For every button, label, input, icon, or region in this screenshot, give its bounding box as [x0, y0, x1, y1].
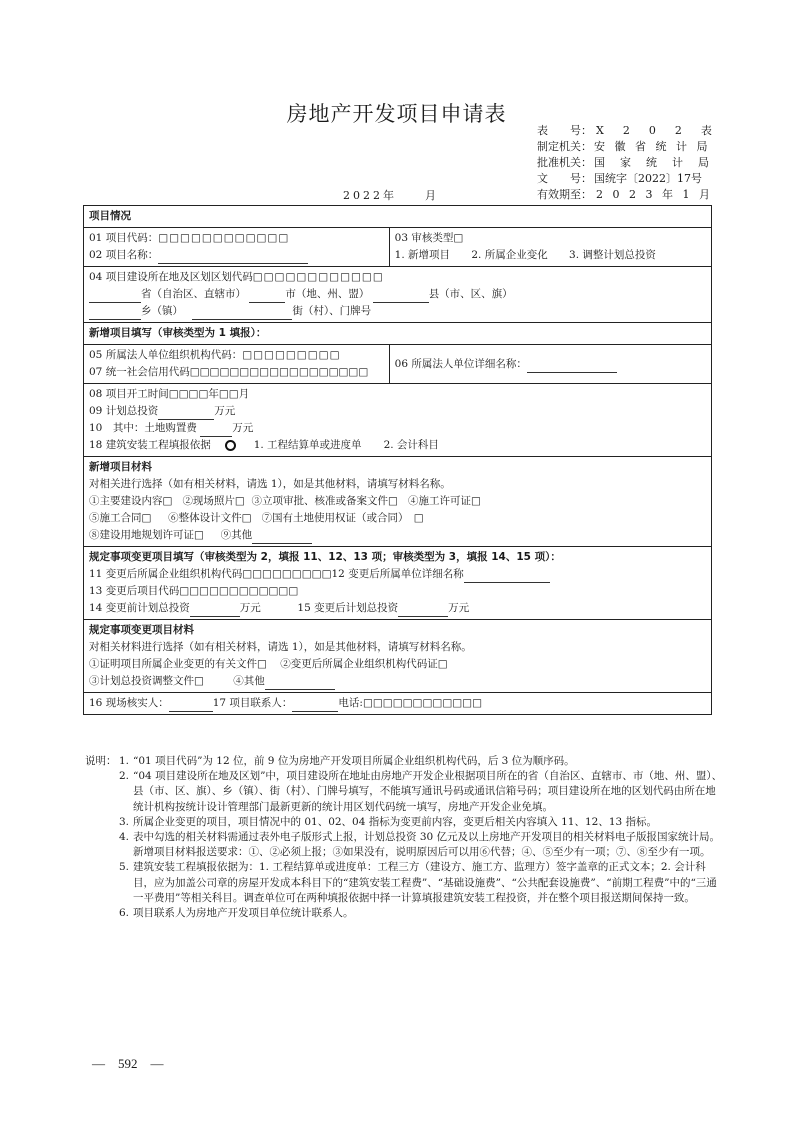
- investment-before-field[interactable]: [190, 604, 240, 617]
- city-field[interactable]: [249, 290, 285, 303]
- meta-value-issuer: 安 徽 省 统 计 局: [594, 140, 711, 153]
- page-number: — 592 —: [92, 1056, 164, 1071]
- location-code-boxes[interactable]: □□□□□□□□□□□□: [252, 271, 384, 283]
- label-new-project-code: 13 变更后项目代码: [89, 585, 180, 597]
- note-item: [85, 830, 725, 860]
- review-option-new[interactable]: 1. 新增项目: [394, 249, 450, 261]
- note-number: 3.: [119, 815, 130, 828]
- label-new-unit-name: 12 变更后所属单位详细名称: [331, 568, 464, 580]
- meta-value-valid-until: 2 0 2 3 年 1 月: [596, 188, 713, 201]
- new-materials-cell: [84, 457, 712, 547]
- label-street: 街（村）、门牌号: [292, 305, 372, 317]
- material-land-use-certificate[interactable]: ⑦国有土地使用权证（或合同） □: [261, 512, 424, 524]
- phone-boxes[interactable]: □□□□□□□□□□□□: [362, 697, 483, 709]
- note-number: 5.: [119, 861, 130, 874]
- label-project-code: 01 项目代码：: [89, 232, 159, 244]
- label-investment-after: 15 变更后计划总投资: [297, 602, 399, 614]
- material-other-field[interactable]: [252, 531, 312, 544]
- notes-label: 说明：: [85, 755, 117, 767]
- note-item: [85, 769, 725, 815]
- label-legal-entity-name: 06 所属法人单位详细名称：: [394, 357, 527, 370]
- label-township: 乡（镇）: [141, 305, 183, 317]
- review-option-adjust-investment[interactable]: 3. 调整计划总投资: [569, 249, 656, 261]
- investment-cell: [84, 384, 712, 457]
- section-heading-project-info: 项目情况: [84, 206, 712, 228]
- meta-key-valid-until: 有效期至：: [537, 188, 592, 201]
- label-city: 市（地、州、盟）: [285, 288, 370, 300]
- form-meta-block: [537, 123, 716, 203]
- label-credit-code: 07 统一社会信用代码: [89, 366, 190, 378]
- land-cost-field[interactable]: [200, 424, 232, 437]
- note-number: 1.: [119, 755, 130, 767]
- meta-value-approver: 国 家 统 计 局: [594, 156, 711, 169]
- note-text: 表中勾选的相关材料需通过表外电子版形式上报，计划总投资 30 亿元及以上房地产开发项目的相关材料电子版报国家统计局。新增项目材料报送要求：①、②必须上报；③如果没有，说明原因后可以用⑥代替；④、⑤至少有一项；⑦、⑧至少有一项。: [133, 831, 721, 859]
- note-number: 6.: [119, 907, 130, 920]
- review-option-company-change[interactable]: 2. 所属企业变化: [471, 249, 548, 261]
- review-type-cell: [389, 228, 711, 267]
- start-time-boxes[interactable]: □□□□年□□月: [168, 388, 250, 400]
- basis-option-settlement[interactable]: 1. 工程结算单或进度单: [253, 439, 362, 451]
- meta-value-doc-no: 国统字〔2022〕17号: [594, 172, 702, 185]
- planned-investment-field[interactable]: [158, 407, 214, 420]
- new-project-code-boxes[interactable]: □□□□□□□□□□□□: [179, 585, 299, 597]
- new-materials-instruction: 对相关进行选择（如有相关材料，请选 1），如是其他材料，请填写材料名称。: [89, 478, 451, 490]
- change-items-cell: [84, 547, 712, 620]
- unit-investment-before: 万元: [239, 602, 261, 614]
- material-site-photos[interactable]: ②现场照片□: [182, 495, 245, 507]
- label-province: 省（自治区、直辖市）: [141, 288, 246, 300]
- county-field[interactable]: [373, 290, 429, 303]
- unit-land-cost: 万元: [232, 422, 254, 434]
- township-field[interactable]: [89, 307, 141, 320]
- label-project-contact: 17 项目联系人：: [212, 697, 293, 709]
- label-org-code: 05 所属法人单位组织机构代码：: [89, 349, 243, 361]
- note-item: [85, 860, 725, 906]
- note-item: [85, 815, 725, 830]
- unit-investment-after: 万元: [448, 602, 470, 614]
- province-field[interactable]: [89, 290, 141, 303]
- new-org-code-boxes[interactable]: □□□□□□□□□: [242, 568, 332, 580]
- project-contact-field[interactable]: [292, 699, 338, 712]
- note-number: 4.: [119, 831, 130, 844]
- legal-entity-name-field[interactable]: [527, 360, 617, 373]
- label-site-verifier: 16 现场核实人：: [89, 697, 169, 709]
- project-name-field[interactable]: [158, 251, 308, 264]
- change-material-company-docs[interactable]: ①证明项目所属企业变更的有关文件□: [89, 658, 267, 670]
- contacts-cell: [84, 693, 712, 715]
- location-cell: [84, 267, 712, 323]
- change-material-other-label: ④其他: [233, 675, 265, 687]
- form-title: 房地产开发项目申请表: [286, 102, 507, 126]
- label-new-org-code: 11 变更后所属企业组织机构代码: [89, 568, 243, 580]
- street-field[interactable]: [192, 307, 292, 320]
- investment-after-field[interactable]: [398, 604, 448, 617]
- meta-key-doc-no: 文 号：: [537, 172, 592, 185]
- material-planning-permit[interactable]: ⑧建设用地规划许可证□: [89, 529, 204, 541]
- material-construction-contract[interactable]: ⑤施工合同□: [89, 512, 152, 524]
- change-material-investment-docs[interactable]: ③计划总投资调整文件□: [89, 675, 204, 687]
- project-code-boxes[interactable]: □□□□□□□□□□□□: [158, 232, 290, 244]
- label-start-time: 08 项目开工时间: [89, 388, 169, 400]
- section-heading-change-items: 规定事项变更项目填写（审核类型为 2，填报 11、12、13 项；审核类型为 3，填报 14、15 项）：: [89, 551, 561, 563]
- section-heading-change-materials: 规定事项变更项目材料: [89, 624, 194, 636]
- note-text: 建筑安装工程填报依据为：1. 工程结算单或进度单：工程三方（建设方、施工方、监理方）签字盖章的正式文本；2. 会计科目，应为加盖公司章的房屋开发成本科目下的“建筑安装工程费”、“基础设施费”、“公共配套设施费”、“前期工程费”中的“三通一平费用”等相关科目。调查单位可在两种填报依据中择一计算填报建筑安装工程投资，并在整个项目报送期间保持一致。: [133, 861, 717, 904]
- meta-key-approver: 批准机关：: [537, 156, 592, 169]
- org-code-cell: [84, 345, 390, 384]
- note-item: [85, 754, 725, 769]
- change-material-org-code-cert[interactable]: ②变更后所属企业组织机构代码证□: [280, 658, 448, 670]
- meta-key-form-no: 表 号：: [537, 124, 592, 137]
- change-materials-cell: [84, 620, 712, 693]
- label-land-cost: 10 其中：土地购置费: [89, 422, 201, 434]
- report-date: 2022年 月: [343, 189, 439, 202]
- change-materials-instruction: 对相关材料进行选择（如有相关材料，请选 1），如是其他材料，请填写材料名称。: [89, 641, 472, 653]
- section-heading-new-project: 新增项目填写（审核类型为 1 填报）：: [84, 323, 712, 345]
- label-review-type[interactable]: 03 审核类型□: [394, 232, 464, 244]
- note-text: 所属企业变更的项目，项目情况中的 01、02、04 指标为变更前内容，变更后相关内容填入 11、12、13 指标。: [133, 815, 658, 828]
- note-text: “01 项目代码”为 12 位，前 9 位为房地产开发项目所属企业组织机构代码，后 3 位为顺序码。: [133, 755, 575, 767]
- credit-code-boxes[interactable]: □□□□□□□□□□□□□□□□□□: [189, 366, 369, 378]
- note-text: 项目联系人为房地产开发项目单位统计联系人。: [133, 907, 354, 920]
- label-phone: 电话:: [338, 697, 363, 709]
- label-project-name: 02 项目名称：: [89, 249, 159, 261]
- change-material-other-field[interactable]: [265, 677, 335, 690]
- basis-option-accounting[interactable]: 2. 会计科目: [383, 439, 439, 451]
- site-verifier-field[interactable]: [169, 699, 213, 712]
- label-construction-basis: 18 建筑安装工程填报依据: [89, 439, 211, 451]
- note-item: [85, 906, 725, 921]
- material-other-label: ⑨其他: [220, 529, 253, 541]
- label-location-code: 04 项目建设所在地及区划区划代码: [89, 271, 253, 283]
- material-construction-permit[interactable]: ④施工许可证□: [407, 495, 481, 507]
- unit-planned-investment: 万元: [214, 405, 236, 417]
- section-heading-new-materials: 新增项目材料: [89, 461, 152, 473]
- project-code-cell: [84, 228, 390, 267]
- notes-section: [85, 754, 725, 921]
- label-county: 县（市、区、旗）: [428, 288, 513, 300]
- org-code-boxes[interactable]: □□□□□□□□□: [242, 349, 341, 361]
- legal-entity-name-cell: [389, 345, 711, 384]
- material-approval-docs[interactable]: ③立项审批、核准或备案文件□: [251, 495, 398, 507]
- application-form-table: [83, 205, 712, 715]
- material-main-content[interactable]: ①主要建设内容□: [89, 495, 173, 507]
- radio-selected-icon[interactable]: [225, 440, 236, 451]
- meta-value-form-no: X 2 0 2 表: [596, 124, 716, 137]
- label-planned-investment: 09 计划总投资: [89, 405, 159, 417]
- new-unit-name-field[interactable]: [464, 570, 550, 583]
- label-investment-before: 14 变更前计划总投资: [89, 602, 190, 614]
- note-number: 2.: [119, 770, 130, 783]
- material-design-docs[interactable]: ⑥整体设计文件□: [168, 512, 252, 524]
- note-text: “04 项目建设所在地及区划”中，项目建设所在地址由房地产开发企业根据项目所在的省（自治区、直辖市、市（地、州、盟）、县（市、区、旗）、乡（镇）、街（村）、门牌号填写，不能填写通讯号码或通讯信箱号码；项目建设所在地的区划代码由所在地统计机构按统计设计管理部门最新更新的统计用区划代码统一填写，房地产开发企业免填。: [133, 770, 723, 813]
- meta-key-issuer: 制定机关：: [537, 140, 592, 153]
